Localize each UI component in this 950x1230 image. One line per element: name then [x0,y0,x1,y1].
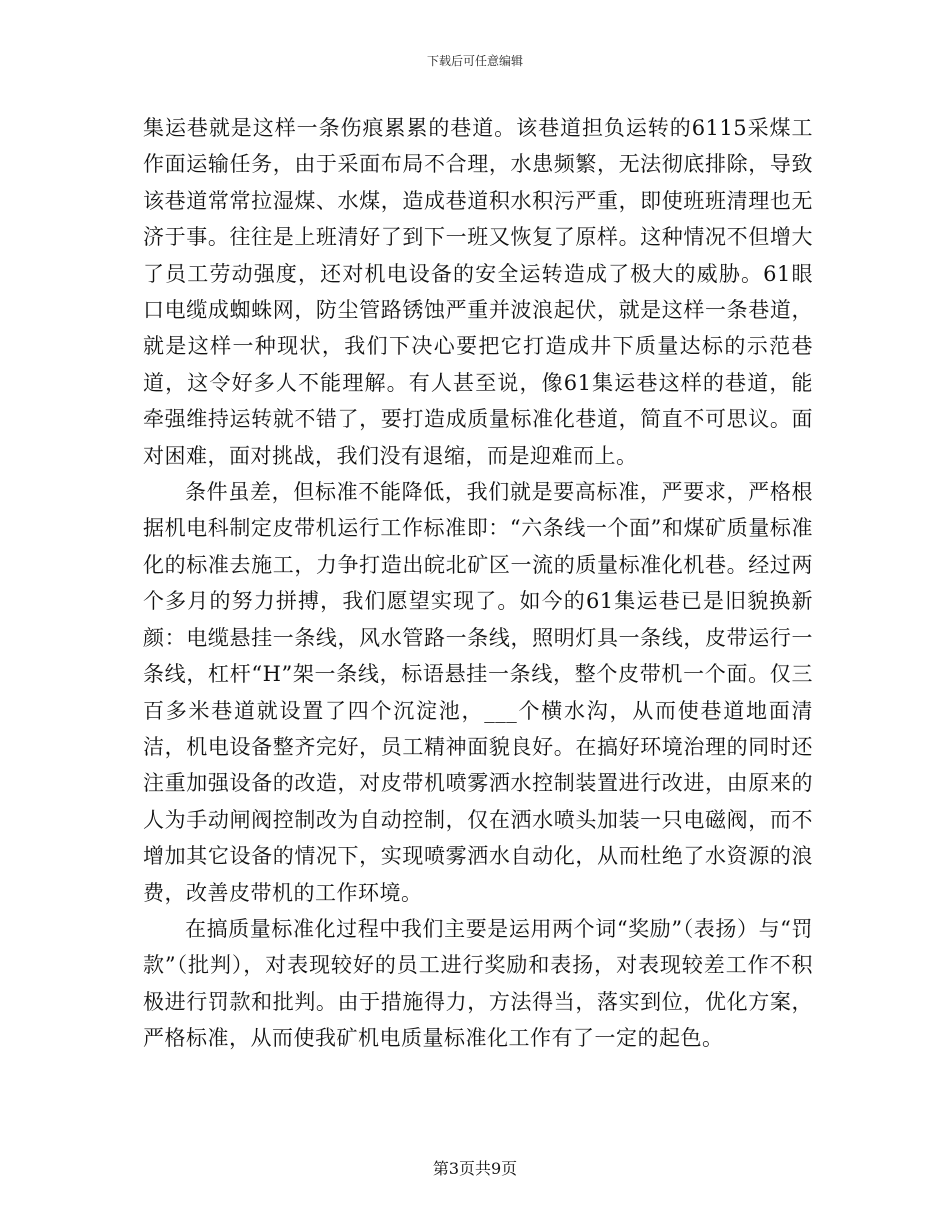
page-number: 第3页共9页 [432,1159,518,1178]
document-body [143,110,813,1057]
paragraph-2: 条件虽差，但标准不能降低，我们就是要高标准，严要求，严格根据机电科制定皮带机运行工作标准即：“六条线一个面”和煤矿质量标准化的标准去施工，力争打造出皖北矿区一流的质量标准化机巷。经过两个多月的努力拼搏，我们愿望实现了。如今的61集运巷已是旧貌换新颜：电缆悬挂一条线，风水管路一条线，照明灯具一条线，皮带运行一条线，杠杆“H”架一条线，标语悬挂一条线，整个皮带机一个面。仅三百多米巷道就设置了四个沉淀池，___个横水沟，从而使巷道地面清洁，机电设备整齐完好，员工精神面貌良好。在搞好环境治理的同时还注重加强设备的改造，对皮带机喷雾洒水控制装置进行改进，由原来的人为手动闸阀控制改为自动控制，仅在洒水喷头加装一只电磁阀，而不增加其它设备的情况下，实现喷雾洒水自动化，从而杜绝了水资源的浪费，改善皮带机的工作环境。 [143,480,813,905]
paragraph-1: 集运巷就是这样一条伤痕累累的巷道。该巷道担负运转的6115采煤工作面运输任务，由于采面布局不合理，水患频繁，无法彻底排除，导致该巷道常常拉湿煤、水煤，造成巷道积水积污严重，即使班班清理也无济于事。往往是上班清好了到下一班又恢复了原样。这种情况不但增大了员工劳动强度，还对机电设备的安全运转造成了极大的威胁。61眼口电缆成蜘蛛网，防尘管路锈蚀严重并波浪起伏，就是这样一条巷道，就是这样一种现状，我们下决心要把它打造成井下质量达标的示范巷道，这令好多人不能理解。有人甚至说，像61集运巷这样的巷道，能牵强维持运转就不错了，要打造成质量标准化巷道，简直不可思议。面对困难，面对挑战，我们没有退缩，而是迎难而上。 [143,116,813,468]
paragraph-3: 在搞质量标准化过程中我们主要是运用两个词“奖励”（表扬）与“罚款”（批判），对表现较好的员工进行奖励和表扬，对表现较差工作不积极进行罚款和批判。由于措施得力，方法得当，落实到位，优化方案，严格标准，从而使我矿机电质量标准化工作有了一定的起色。 [143,916,813,1051]
page-header: 下载后可任意编辑 [426,54,523,68]
